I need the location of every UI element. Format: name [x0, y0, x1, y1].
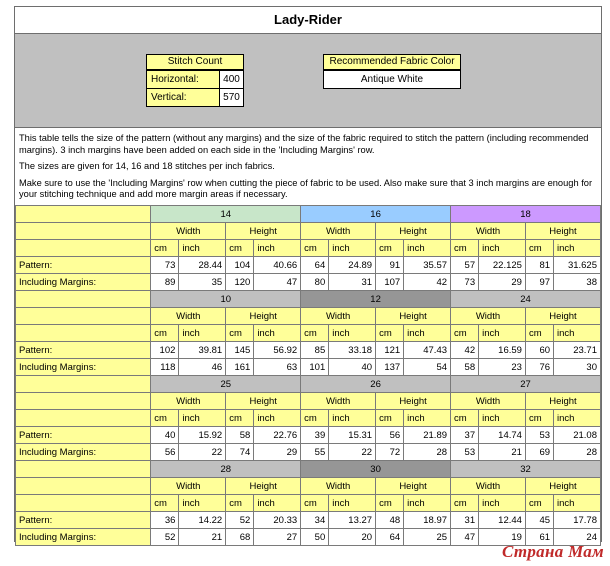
pattern-value: 20.33	[254, 512, 301, 529]
stitch-count-header: 27	[451, 376, 601, 393]
height-header: Height	[525, 478, 600, 495]
inch-unit-header: inch	[329, 495, 376, 512]
inch-unit-header: inch	[554, 495, 601, 512]
blank-cell	[16, 308, 151, 325]
margins-value: 58	[451, 359, 479, 376]
pattern-value: 40.66	[254, 257, 301, 274]
fabric-color-header: Recommended Fabric Color	[323, 54, 461, 70]
pattern-value: 145	[226, 342, 254, 359]
cm-unit-header: cm	[226, 240, 254, 257]
pattern-value: 23.71	[554, 342, 601, 359]
height-header: Height	[376, 223, 451, 240]
stitch-count-header: 12	[301, 291, 451, 308]
pattern-value: 18.97	[404, 512, 451, 529]
inch-unit-header: inch	[179, 495, 226, 512]
width-header: Width	[301, 223, 376, 240]
margins-value: 25	[404, 529, 451, 546]
pattern-value: 40	[151, 427, 179, 444]
margins-value: 97	[525, 274, 553, 291]
including-margins-row-label: Including Margins:	[16, 444, 151, 461]
cm-unit-header: cm	[151, 495, 179, 512]
pattern-value: 64	[301, 257, 329, 274]
pattern-value: 81	[525, 257, 553, 274]
pattern-value: 12.44	[479, 512, 526, 529]
blank-cell	[16, 478, 151, 495]
margins-value: 47	[451, 529, 479, 546]
stitch-count-header: 10	[151, 291, 301, 308]
width-header: Width	[301, 478, 376, 495]
description	[15, 128, 601, 201]
inch-unit-header: inch	[404, 240, 451, 257]
height-header: Height	[525, 223, 600, 240]
width-header: Width	[151, 223, 226, 240]
info-panel	[15, 34, 601, 128]
margins-value: 161	[226, 359, 254, 376]
unit-header-row	[16, 495, 601, 512]
margins-value: 73	[451, 274, 479, 291]
description-paragraph: This table tells the size of the pattern (without any margins) and the size of the fabric required to stitch the pattern (including recommended margins). 3 inch margins have been added on each side in the 'Including Margins' row.	[19, 133, 589, 155]
cm-unit-header: cm	[451, 495, 479, 512]
pattern-value: 35.57	[404, 257, 451, 274]
inch-unit-header: inch	[254, 240, 301, 257]
pattern-value: 102	[151, 342, 179, 359]
width-header: Width	[301, 308, 376, 325]
pattern-row	[16, 257, 601, 274]
margins-value: 35	[179, 274, 226, 291]
margins-value: 107	[376, 274, 404, 291]
inch-unit-header: inch	[479, 325, 526, 342]
page-title: Lady-Rider	[15, 7, 601, 34]
margins-value: 29	[479, 274, 526, 291]
inch-unit-header: inch	[329, 410, 376, 427]
description-paragraph: The sizes are given for 14, 16 and 18 stitches per inch fabrics.	[19, 161, 275, 171]
height-header: Height	[226, 223, 301, 240]
pattern-value: 121	[376, 342, 404, 359]
margins-value: 63	[254, 359, 301, 376]
margins-value: 101	[301, 359, 329, 376]
dimension-header-row	[16, 393, 601, 410]
height-header: Height	[525, 308, 600, 325]
pattern-value: 47.43	[404, 342, 451, 359]
margins-value: 118	[151, 359, 179, 376]
margins-value: 52	[151, 529, 179, 546]
margins-value: 42	[404, 274, 451, 291]
pattern-value: 33.18	[329, 342, 376, 359]
width-header: Width	[451, 223, 526, 240]
margins-value: 21	[479, 444, 526, 461]
margins-value: 27	[254, 529, 301, 546]
pattern-value: 24.89	[329, 257, 376, 274]
horizontal-value: 400	[219, 70, 244, 89]
margins-value: 30	[554, 359, 601, 376]
stitch-count-header: 16	[301, 206, 451, 223]
including-margins-row	[16, 274, 601, 291]
inch-unit-header: inch	[554, 410, 601, 427]
pattern-value: 91	[376, 257, 404, 274]
watermark-logo: Страна Мам	[501, 542, 604, 561]
description-paragraph: Make sure to use the 'Including Margins' row when cutting the piece of fabric to be used. Also make sure that 3 inch margins are enough for your stitching technique and add more margin areas if necessary.	[19, 177, 593, 199]
cm-unit-header: cm	[301, 495, 329, 512]
blank-cell	[16, 240, 151, 257]
pattern-value: 57	[451, 257, 479, 274]
vertical-value: 570	[219, 88, 244, 107]
inch-unit-header: inch	[179, 410, 226, 427]
margins-value: 55	[301, 444, 329, 461]
height-header: Height	[376, 393, 451, 410]
cm-unit-header: cm	[226, 410, 254, 427]
margins-value: 54	[404, 359, 451, 376]
width-header: Width	[451, 478, 526, 495]
cm-unit-header: cm	[301, 240, 329, 257]
height-header: Height	[525, 393, 600, 410]
inch-unit-header: inch	[254, 325, 301, 342]
cm-unit-header: cm	[151, 240, 179, 257]
width-header: Width	[151, 393, 226, 410]
pattern-row-label: Pattern:	[16, 257, 151, 274]
pattern-value: 16.59	[479, 342, 526, 359]
margins-value: 56	[151, 444, 179, 461]
cm-unit-header: cm	[525, 495, 553, 512]
pattern-value: 14.22	[179, 512, 226, 529]
pattern-value: 31.625	[554, 257, 601, 274]
margins-value: 47	[254, 274, 301, 291]
pattern-row	[16, 427, 601, 444]
stitch-count-header: 32	[451, 461, 601, 478]
margins-value: 20	[329, 529, 376, 546]
margins-value: 53	[451, 444, 479, 461]
margins-value: 29	[254, 444, 301, 461]
pattern-value: 21.08	[554, 427, 601, 444]
cm-unit-header: cm	[376, 410, 404, 427]
inch-unit-header: inch	[404, 325, 451, 342]
height-header: Height	[226, 478, 301, 495]
width-header: Width	[451, 393, 526, 410]
pattern-value: 104	[226, 257, 254, 274]
inch-unit-header: inch	[479, 495, 526, 512]
margins-value: 76	[525, 359, 553, 376]
margins-value: 80	[301, 274, 329, 291]
pattern-row	[16, 512, 601, 529]
cm-unit-header: cm	[525, 240, 553, 257]
inch-unit-header: inch	[329, 240, 376, 257]
pattern-value: 21.89	[404, 427, 451, 444]
width-header: Width	[451, 308, 526, 325]
blank-cell	[16, 461, 151, 478]
pattern-value: 34	[301, 512, 329, 529]
stitch-count-header: 14	[151, 206, 301, 223]
cm-unit-header: cm	[301, 325, 329, 342]
margins-value: 38	[554, 274, 601, 291]
horizontal-label: Horizontal:	[146, 70, 220, 89]
fabric-color-value: Antique White	[323, 70, 461, 89]
margins-value: 64	[376, 529, 404, 546]
pattern-row-label: Pattern:	[16, 512, 151, 529]
pattern-value: 28.44	[179, 257, 226, 274]
cm-unit-header: cm	[376, 495, 404, 512]
inch-unit-header: inch	[554, 325, 601, 342]
margins-value: 22	[329, 444, 376, 461]
margins-value: 28	[554, 444, 601, 461]
blank-cell	[16, 325, 151, 342]
pattern-value: 13.27	[329, 512, 376, 529]
including-margins-row-label: Including Margins:	[16, 529, 151, 546]
pattern-value: 85	[301, 342, 329, 359]
cm-unit-header: cm	[525, 410, 553, 427]
margins-value: 61	[525, 529, 553, 546]
pattern-row-label: Pattern:	[16, 427, 151, 444]
vertical-label: Vertical:	[146, 88, 220, 107]
stitch-count-row	[16, 206, 601, 223]
height-header: Height	[226, 308, 301, 325]
inch-unit-header: inch	[254, 495, 301, 512]
inch-unit-header: inch	[179, 240, 226, 257]
stitch-count-header: 18	[451, 206, 601, 223]
including-margins-row-label: Including Margins:	[16, 274, 151, 291]
pattern-value: 22.76	[254, 427, 301, 444]
cm-unit-header: cm	[525, 325, 553, 342]
stitch-count-header: 30	[301, 461, 451, 478]
cm-unit-header: cm	[451, 325, 479, 342]
margins-value: 22	[179, 444, 226, 461]
pattern-value: 17.78	[554, 512, 601, 529]
pattern-value: 22.125	[479, 257, 526, 274]
stitch-count-row	[16, 376, 601, 393]
inch-unit-header: inch	[254, 410, 301, 427]
stitch-count-header: 25	[151, 376, 301, 393]
cm-unit-header: cm	[376, 240, 404, 257]
pattern-value: 31	[451, 512, 479, 529]
inch-unit-header: inch	[329, 325, 376, 342]
blank-cell	[16, 393, 151, 410]
height-header: Height	[226, 393, 301, 410]
margins-value: 21	[179, 529, 226, 546]
inch-unit-header: inch	[479, 240, 526, 257]
pattern-value: 36	[151, 512, 179, 529]
margins-value: 31	[329, 274, 376, 291]
including-margins-row	[16, 359, 601, 376]
pattern-value: 56	[376, 427, 404, 444]
dimension-header-row	[16, 308, 601, 325]
cm-unit-header: cm	[451, 240, 479, 257]
dimension-header-row	[16, 478, 601, 495]
inch-unit-header: inch	[404, 410, 451, 427]
margins-value: 72	[376, 444, 404, 461]
including-margins-row	[16, 444, 601, 461]
unit-header-row	[16, 410, 601, 427]
margins-value: 68	[226, 529, 254, 546]
margins-value: 19	[479, 529, 526, 546]
cm-unit-header: cm	[151, 410, 179, 427]
cm-unit-header: cm	[301, 410, 329, 427]
pattern-value: 58	[226, 427, 254, 444]
blank-cell	[16, 223, 151, 240]
unit-header-row	[16, 325, 601, 342]
margins-value: 24	[554, 529, 601, 546]
pattern-value: 45	[525, 512, 553, 529]
cm-unit-header: cm	[451, 410, 479, 427]
margins-value: 28	[404, 444, 451, 461]
margins-value: 120	[226, 274, 254, 291]
margins-value: 74	[226, 444, 254, 461]
pattern-value: 15.92	[179, 427, 226, 444]
pattern-value: 53	[525, 427, 553, 444]
including-margins-row-label: Including Margins:	[16, 359, 151, 376]
inch-unit-header: inch	[404, 495, 451, 512]
stitch-count-header: Stitch Count	[146, 54, 244, 70]
dimension-header-row	[16, 223, 601, 240]
cm-unit-header: cm	[226, 495, 254, 512]
blank-cell	[16, 410, 151, 427]
pattern-value: 56.92	[254, 342, 301, 359]
inch-unit-header: inch	[179, 325, 226, 342]
pattern-value: 37	[451, 427, 479, 444]
pattern-value: 42	[451, 342, 479, 359]
inch-unit-header: inch	[479, 410, 526, 427]
blank-cell	[16, 291, 151, 308]
width-header: Width	[151, 308, 226, 325]
margins-value: 89	[151, 274, 179, 291]
blank-cell	[16, 376, 151, 393]
size-table	[15, 205, 601, 546]
pattern-row	[16, 342, 601, 359]
cm-unit-header: cm	[151, 325, 179, 342]
margins-value: 23	[479, 359, 526, 376]
pattern-value: 15.31	[329, 427, 376, 444]
blank-cell	[16, 206, 151, 223]
margins-value: 69	[525, 444, 553, 461]
pattern-value: 14.74	[479, 427, 526, 444]
pattern-value: 60	[525, 342, 553, 359]
blank-cell	[16, 495, 151, 512]
unit-header-row	[16, 240, 601, 257]
margins-value: 46	[179, 359, 226, 376]
pattern-value: 73	[151, 257, 179, 274]
pattern-size-sheet	[14, 6, 602, 542]
stitch-count-row	[16, 461, 601, 478]
pattern-value: 39.81	[179, 342, 226, 359]
pattern-value: 39	[301, 427, 329, 444]
height-header: Height	[376, 478, 451, 495]
margins-value: 50	[301, 529, 329, 546]
pattern-value: 52	[226, 512, 254, 529]
stitch-count-header: 24	[451, 291, 601, 308]
stitch-count-header: 26	[301, 376, 451, 393]
height-header: Height	[376, 308, 451, 325]
pattern-row-label: Pattern:	[16, 342, 151, 359]
stitch-count-row	[16, 291, 601, 308]
cm-unit-header: cm	[376, 325, 404, 342]
stitch-count-header: 28	[151, 461, 301, 478]
pattern-value: 48	[376, 512, 404, 529]
margins-value: 137	[376, 359, 404, 376]
width-header: Width	[301, 393, 376, 410]
margins-value: 40	[329, 359, 376, 376]
width-header: Width	[151, 478, 226, 495]
cm-unit-header: cm	[226, 325, 254, 342]
inch-unit-header: inch	[554, 240, 601, 257]
